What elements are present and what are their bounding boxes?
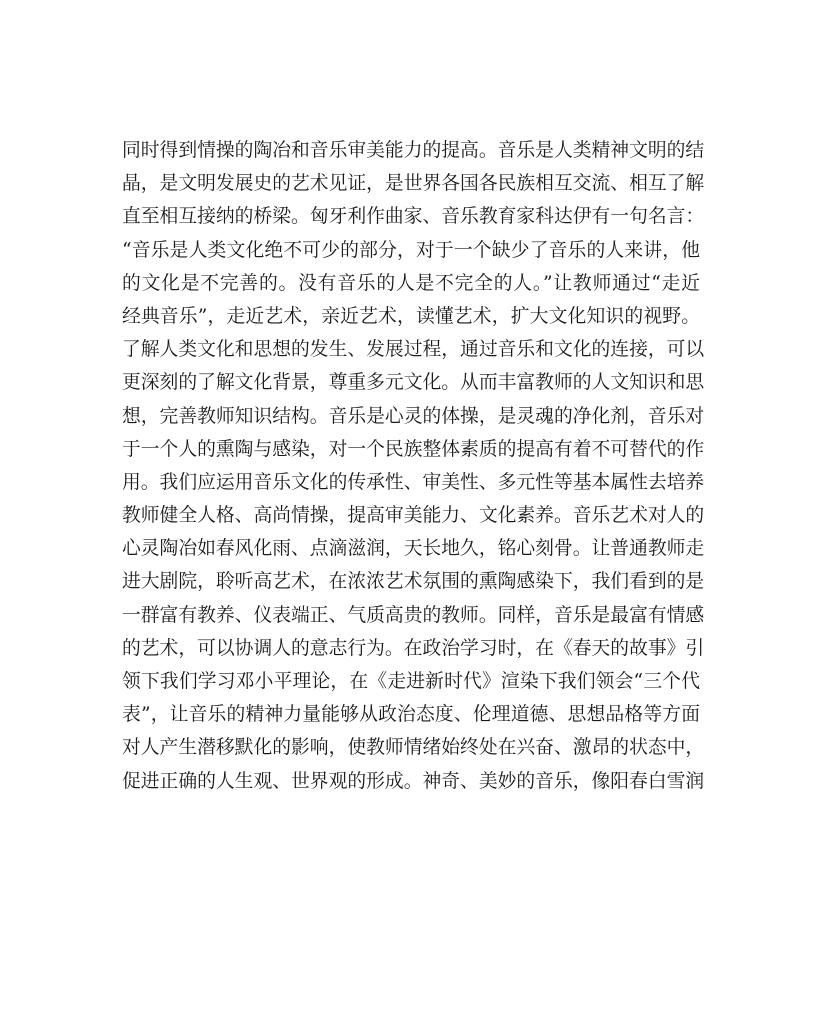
text-line: 进大剧院，聆听高艺术，在浓浓艺术氛围的熏陶感染下，我们看到的是 xyxy=(122,571,705,593)
text-line: 对人产生潜移默化的影响，使教师情绪始终处在兴奋、激昂的状态中， xyxy=(122,737,705,759)
text-line: 直至相互接纳的桥梁。匈牙利作曲家、音乐教育家科达伊有一句名言： xyxy=(122,206,705,228)
text-line: 的艺术，可以协调人的意志行为。在政治学习时，在《春天的故事》引 xyxy=(122,637,705,659)
text-line: 想，完善教师知识结构。音乐是心灵的体操，是灵魂的净化剂，音乐对 xyxy=(122,405,705,427)
text-line: 更深刻的了解文化背景，尊重多元文化。从而丰富教师的人文知识和思 xyxy=(122,372,705,394)
text-line: 教师健全人格、高尚情操，提高审美能力、文化素养。音乐艺术对人的 xyxy=(122,505,705,527)
text-line: 促进正确的人生观、世界观的形成。神奇、美妙的音乐，像阳春白雪润 xyxy=(122,770,705,792)
text-line: 的文化是不完善的。没有音乐的人是不完全的人。”让教师通过“走近 xyxy=(122,272,700,294)
text-line: 了解人类文化和思想的发生、发展过程，通过音乐和文化的连接，可以 xyxy=(122,339,705,361)
text-line: 心灵陶冶如春风化雨、点滴滋润，天长地久，铭心刻骨。让普通教师走 xyxy=(122,538,705,560)
body-text xyxy=(122,134,705,798)
text-line: “音乐是人类文化绝不可少的部分，对于一个缺少了音乐的人来讲，他 xyxy=(122,239,700,261)
text-line: 同时得到情操的陶冶和音乐审美能力的提高。音乐是人类精神文明的结 xyxy=(122,140,705,161)
text-line: 领下我们学习邓小平理论，在《走进新时代》渲染下我们领会“三个代 xyxy=(122,671,700,692)
text-line: 表”，让音乐的精神力量能够从政治态度、伦理道德、思想品格等方面 xyxy=(122,704,700,726)
text-line: 晶，是文明发展史的艺术见证，是世界各国各民族相互交流、相互了解 xyxy=(122,173,705,195)
text-line: 经典音乐”，走近艺术，亲近艺术，读懂艺术，扩大文化知识的视野。 xyxy=(122,305,700,327)
text-line: 于一个人的熏陶与感染，对一个民族整体素质的提高有着不可替代的作 xyxy=(122,438,705,460)
text-line: 用。我们应运用音乐文化的传承性、审美性、多元性等基本属性去培养 xyxy=(122,471,705,493)
text-line: 一群富有教养、仪表端正、气质高贵的教师。同样，音乐是最富有情感 xyxy=(122,604,705,626)
